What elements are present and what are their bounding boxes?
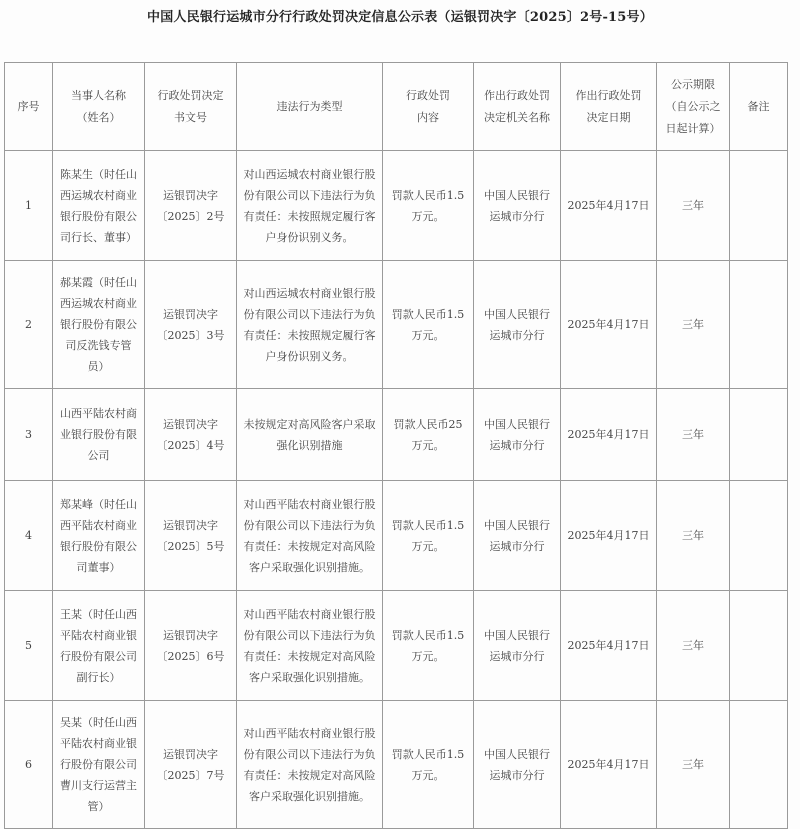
header-period: 公示期限（自公示之日起计算） [657,63,730,151]
table-row [5,151,788,261]
table-header-row [5,63,788,151]
table-row [5,261,788,389]
cell-doc: 运银罚决字 〔2025〕4号 [145,389,237,481]
cell-penalty: 罚款人民币1.5万元。 [383,701,474,829]
cell-note [730,481,788,591]
cell-violation: 对山西运城农村商业银行股份有限公司以下违法行为负有责任：未按照规定履行客户身份识别义务。 [237,151,383,261]
cell-party: 王某（时任山西平陆农村商业银行股份有限公司副行长） [53,591,145,701]
cell-no: 6 [5,701,53,829]
header-doc: 行政处罚决定 书文号 [145,63,237,151]
cell-period: 三年 [657,701,730,829]
cell-note [730,701,788,829]
cell-penalty: 罚款人民币1.5万元。 [383,481,474,591]
cell-authority: 中国人民银行运城市分行 [474,701,561,829]
cell-doc: 运银罚决字 〔2025〕2号 [145,151,237,261]
cell-authority: 中国人民银行运城市分行 [474,481,561,591]
cell-penalty: 罚款人民币25万元。 [383,389,474,481]
cell-party: 郑某峰（时任山西平陆农村商业银行股份有限公司董事） [53,481,145,591]
cell-doc: 运银罚决字 〔2025〕7号 [145,701,237,829]
cell-penalty: 罚款人民币1.5万元。 [383,591,474,701]
cell-authority: 中国人民银行运城市分行 [474,389,561,481]
cell-party: 吴某（时任山西平陆农村商业银行股份有限公司曹川支行运营主管） [53,701,145,829]
header-date: 作出行政处罚 决定日期 [561,63,657,151]
cell-period: 三年 [657,591,730,701]
cell-date: 2025年4月17日 [561,591,657,701]
cell-period: 三年 [657,389,730,481]
header-party: 当事人名称 （姓名） [53,63,145,151]
cell-date: 2025年4月17日 [561,389,657,481]
header-note: 备注 [730,63,788,151]
cell-no: 2 [5,261,53,389]
cell-period: 三年 [657,151,730,261]
table-row [5,389,788,481]
cell-note [730,261,788,389]
cell-violation: 未按规定对高风险客户采取强化识别措施 [237,389,383,481]
table-row [5,591,788,701]
header-violation: 违法行为类型 [237,63,383,151]
cell-authority: 中国人民银行运城市分行 [474,261,561,389]
page-title: 中国人民银行运城市分行行政处罚决定信息公示表（运银罚决字〔2025〕2号-15号） [147,10,653,25]
cell-violation: 对山西平陆农村商业银行股份有限公司以下违法行为负有责任：未按规定对高风险客户采取强化识别措施。 [237,591,383,701]
cell-penalty: 罚款人民币1.5万元。 [383,151,474,261]
cell-authority: 中国人民银行运城市分行 [474,151,561,261]
cell-violation: 对山西运城农村商业银行股份有限公司以下违法行为负有责任：未按照规定履行客户身份识别义务。 [237,261,383,389]
cell-doc: 运银罚决字 〔2025〕3号 [145,261,237,389]
cell-violation: 对山西平陆农村商业银行股份有限公司以下违法行为负有责任：未按规定对高风险客户采取强化识别措施。 [237,481,383,591]
cell-party: 郝某霞（时任山西运城农村商业银行股份有限公司反洗钱专管员） [53,261,145,389]
cell-note [730,389,788,481]
cell-note [730,151,788,261]
penalty-table [4,62,788,829]
header-penalty: 行政处罚 内容 [383,63,474,151]
cell-date: 2025年4月17日 [561,151,657,261]
table-row [5,481,788,591]
cell-period: 三年 [657,481,730,591]
cell-violation: 对山西平陆农村商业银行股份有限公司以下违法行为负有责任：未按规定对高风险客户采取强化识别措施。 [237,701,383,829]
cell-period: 三年 [657,261,730,389]
cell-no: 4 [5,481,53,591]
cell-date: 2025年4月17日 [561,701,657,829]
cell-no: 3 [5,389,53,481]
cell-party: 陈某生（时任山西运城农村商业银行股份有限公司行长、董事） [53,151,145,261]
cell-note [730,591,788,701]
cell-date: 2025年4月17日 [561,481,657,591]
cell-no: 1 [5,151,53,261]
cell-date: 2025年4月17日 [561,261,657,389]
cell-no: 5 [5,591,53,701]
cell-doc: 运银罚决字 〔2025〕5号 [145,481,237,591]
table-row [5,701,788,829]
cell-party: 山西平陆农村商业银行股份有限公司 [53,389,145,481]
header-authority: 作出行政处罚 决定机关名称 [474,63,561,151]
header-no: 序号 [5,63,53,151]
cell-penalty: 罚款人民币1.5万元。 [383,261,474,389]
cell-authority: 中国人民银行运城市分行 [474,591,561,701]
cell-doc: 运银罚决字 〔2025〕6号 [145,591,237,701]
